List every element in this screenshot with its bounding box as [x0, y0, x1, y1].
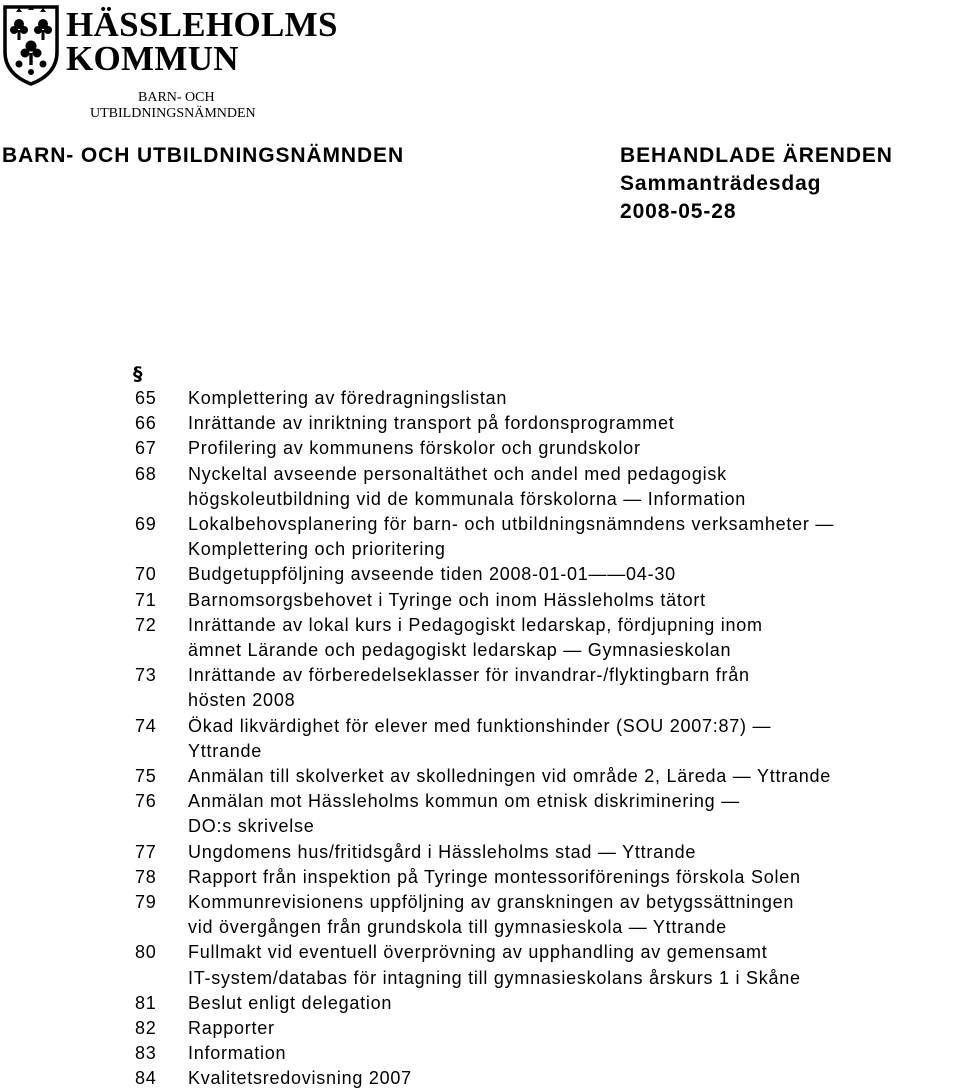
agenda-item: [0, 462, 960, 487]
agenda-item: [0, 890, 960, 915]
item-number: 66: [135, 413, 157, 434]
item-text: DO:s skrivelse: [188, 816, 315, 837]
item-text: Budgetuppföljning avseende tiden 2008-01-01——04-30: [188, 564, 676, 585]
item-text: Rapporter: [188, 1018, 275, 1039]
agenda-item-continuation: [0, 966, 960, 991]
item-number: [0, 739, 188, 764]
meeting-label: Sammanträdesdag: [620, 172, 822, 195]
item-number: [0, 537, 188, 562]
item-text: Ökad likvärdighet för elever med funktionshinder (SOU 2007:87) —: [188, 715, 772, 736]
document-heading: [620, 142, 893, 226]
item-number: 74: [135, 715, 157, 736]
item-text: vid övergången från grundskola till gymnasieskola — Yttrande: [188, 917, 727, 938]
item-text: Kvalitetsredovisning 2007: [188, 1068, 412, 1089]
logo-subtitle: [90, 90, 256, 122]
item-number: 71: [135, 589, 157, 610]
document-title: BEHANDLADE ÄRENDEN: [620, 144, 893, 167]
agenda-item: [0, 386, 960, 411]
item-text: IT-system/databas för intagning till gymnasieskolans årskurs 1 i Skåne: [188, 967, 801, 988]
agenda-item: [0, 588, 960, 613]
logo-line-2: KOMMUN: [66, 39, 239, 78]
agenda-item-continuation: [0, 537, 960, 562]
item-number: 76: [135, 791, 157, 812]
item-number: 83: [135, 1043, 157, 1064]
agenda-item-continuation: [0, 638, 960, 663]
item-text: Lokalbehovsplanering för barn- och utbildningsnämndens verksamheter —: [188, 514, 835, 535]
item-number: 73: [135, 665, 157, 686]
item-text: Beslut enligt delegation: [188, 992, 393, 1013]
section-sign: §: [133, 363, 143, 385]
item-text: Barnomsorgsbehovet i Tyringe och inom Hässleholms tätort: [188, 589, 706, 610]
item-text: ämnet Lärande och pedagogiskt ledarskap — Gymnasieskolan: [188, 640, 732, 661]
agenda-item: [0, 1016, 960, 1041]
item-number: [0, 487, 188, 512]
agenda-item-continuation: [0, 915, 960, 940]
agenda-item-continuation: [0, 688, 960, 713]
agenda-item: [0, 512, 960, 537]
item-number: 69: [135, 514, 157, 535]
logo-line-4: UTBILDNINGSNÄMNDEN: [90, 106, 256, 121]
item-text: Inrättande av inriktning transport på fordonsprogrammet: [188, 413, 675, 434]
agenda-item: [0, 865, 960, 890]
item-text: Nyckeltal avseende personaltäthet och andel med pedagogisk: [188, 463, 727, 484]
item-number: [0, 814, 188, 839]
agenda-item: [0, 562, 960, 587]
agenda-item-continuation: [0, 814, 960, 839]
item-number: [0, 915, 188, 940]
agenda-item: [0, 613, 960, 638]
item-number: 79: [135, 892, 157, 913]
agenda-item: [0, 991, 960, 1016]
agenda-item: [0, 789, 960, 814]
item-number: 75: [135, 766, 157, 787]
item-text: Anmälan mot Hässleholms kommun om etnisk diskriminering —: [188, 791, 740, 812]
item-number: 68: [135, 463, 157, 484]
item-number: 81: [135, 992, 157, 1013]
item-number: 70: [135, 564, 157, 585]
agenda-item-continuation: [0, 487, 960, 512]
logo-wordmark: [66, 5, 338, 78]
item-number: 72: [135, 614, 157, 635]
item-text: Inrättande av lokal kurs i Pedagogiskt ledarskap, fördjupning inom: [188, 614, 763, 635]
item-text: hösten 2008: [188, 690, 296, 711]
item-number: [0, 688, 188, 713]
agenda-list: [0, 386, 960, 1092]
item-text: Kommunrevisionens uppföljning av granskningen av betygssättningen: [188, 892, 795, 913]
item-text: Rapport från inspektion på Tyringe montessoriförenings förskola Solen: [188, 866, 801, 887]
agenda-item: [0, 764, 960, 789]
item-number: 67: [135, 438, 157, 459]
item-text: Information: [188, 1043, 287, 1064]
agenda-item: [0, 714, 960, 739]
committee-heading: BARN- OCH UTBILDNINGSNÄMNDEN: [2, 144, 405, 167]
item-number: 80: [135, 942, 157, 963]
item-text: Inrättande av förberedelseklasser för invandrar-/flyktingbarn från: [188, 665, 750, 686]
item-text: Anmälan till skolverket av skolledningen vid område 2, Läreda — Yttrande: [188, 766, 831, 787]
agenda-item: [0, 1066, 960, 1091]
item-number: [0, 638, 188, 663]
agenda-item: [0, 436, 960, 461]
item-text: Yttrande: [188, 740, 263, 761]
agenda-item: [0, 411, 960, 436]
logo-line-3: BARN- OCH: [138, 90, 215, 105]
municipality-logo: [0, 0, 338, 125]
agenda-item: [0, 940, 960, 965]
meeting-date: 2008-05-28: [620, 200, 737, 223]
agenda-item-continuation: [0, 739, 960, 764]
item-number: [0, 966, 188, 991]
item-number: 84: [135, 1068, 157, 1089]
item-text: Fullmakt vid eventuell överprövning av upphandling av gemensamt: [188, 942, 768, 963]
agenda-item: [0, 1041, 960, 1066]
agenda-item: [0, 663, 960, 688]
logo-line-1: HÄSSLEHOLMS: [66, 5, 338, 44]
item-text: Komplettering av föredragningslistan: [188, 388, 508, 408]
item-text: Profilering av kommunens förskolor och grundskolor: [188, 438, 641, 459]
item-text: Ungdomens hus/fritidsgård i Hässleholms stad — Yttrande: [188, 841, 697, 862]
item-text: högskoleutbildning vid de kommunala förskolorna — Information: [188, 488, 747, 509]
item-text: Komplettering och prioritering: [188, 539, 446, 560]
coat-of-arms-icon: [2, 4, 60, 86]
item-number: 82: [135, 1018, 157, 1039]
agenda-item: [0, 840, 960, 865]
item-number: 77: [135, 841, 157, 862]
item-number: 65: [135, 388, 157, 408]
item-number: 78: [135, 866, 157, 887]
